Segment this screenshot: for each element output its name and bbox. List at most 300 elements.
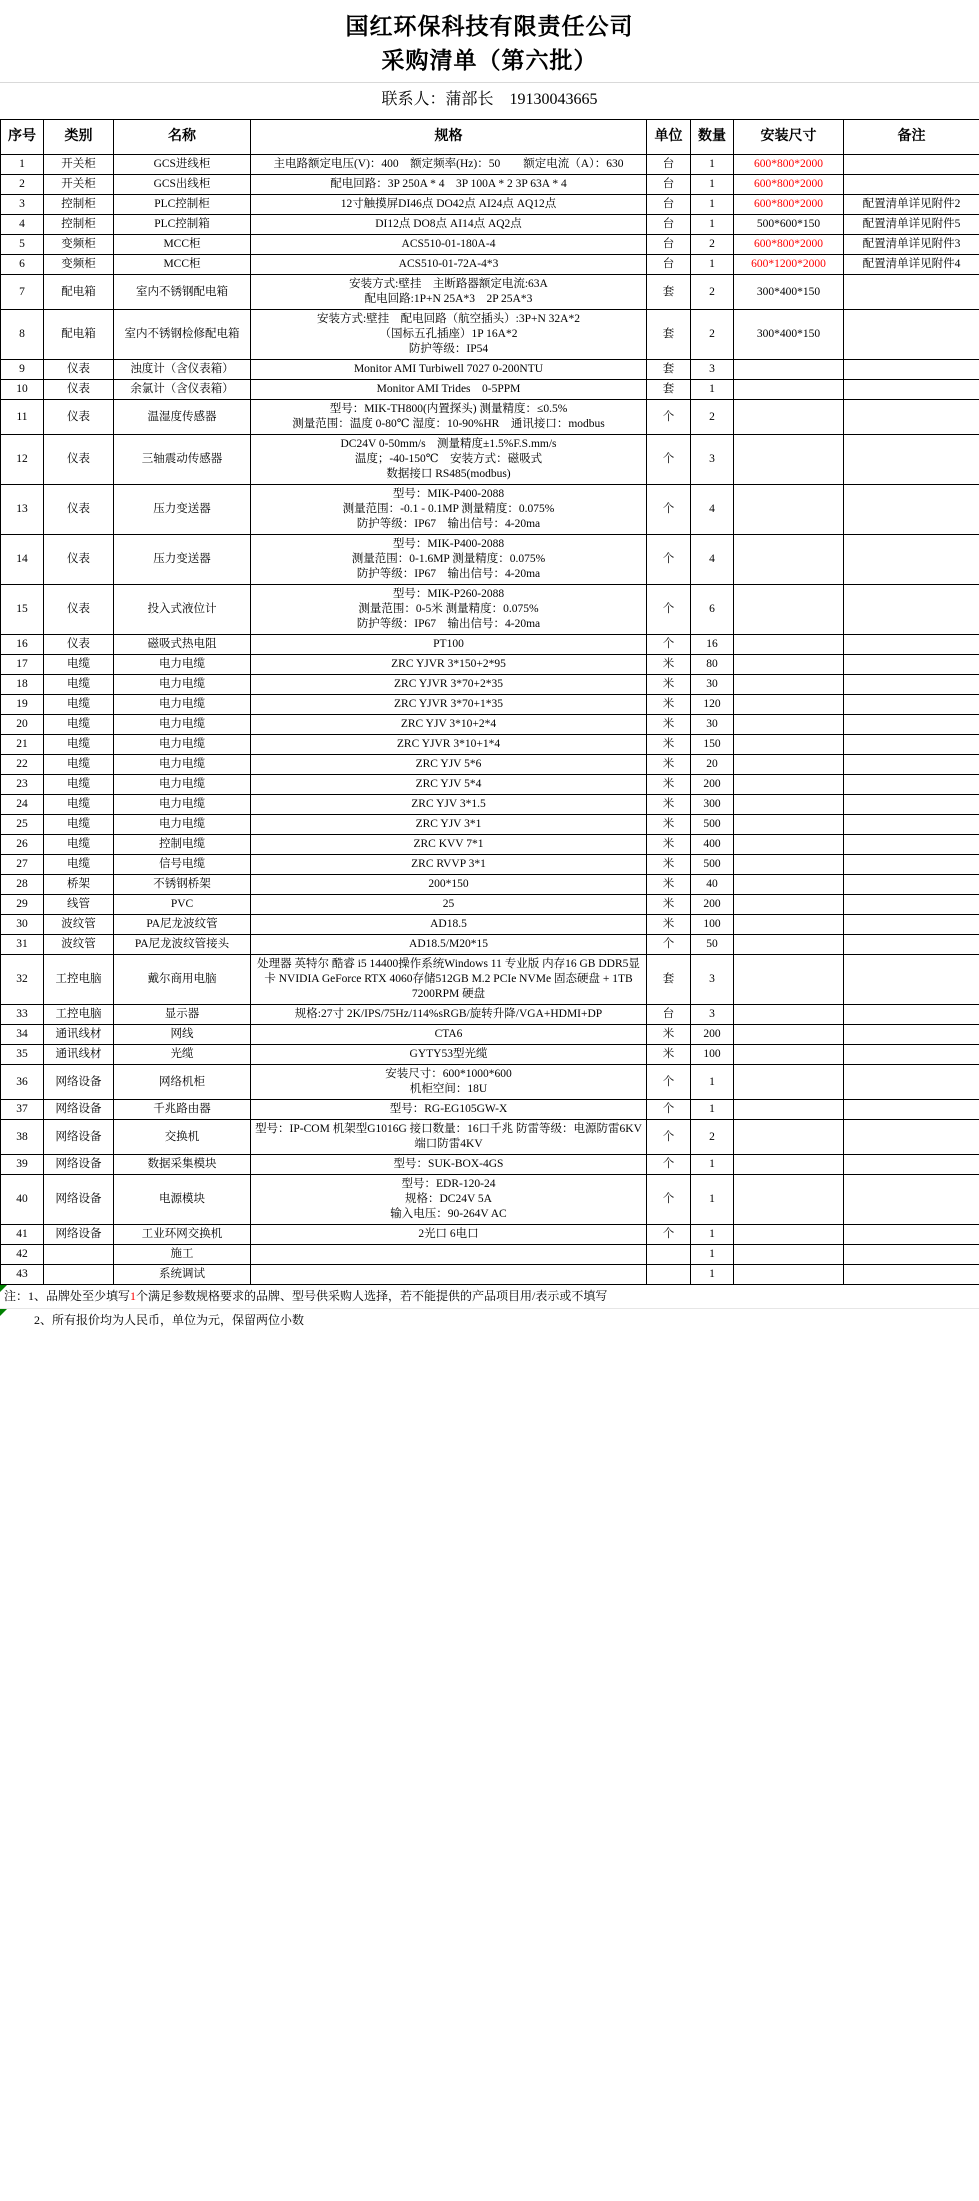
cell-qty: 1 [691, 1245, 734, 1265]
cell-cat: 电缆 [44, 855, 114, 875]
cell-name: PA尼龙波纹管 [114, 915, 251, 935]
cell-idx: 41 [1, 1225, 44, 1245]
cell-size: 600*800*2000 [734, 235, 844, 255]
table-row [1, 155, 979, 175]
cell-cat: 波纹管 [44, 915, 114, 935]
table-row [1, 535, 979, 585]
cell-unit: 套 [647, 360, 691, 380]
cell-size [734, 935, 844, 955]
cell-spec: ZRC YJV 3*1.5 [251, 795, 647, 815]
cell-spec: ZRC YJV 3*10+2*4 [251, 715, 647, 735]
cell-spec: ZRC YJVR 3*10+1*4 [251, 735, 647, 755]
cell-note [844, 815, 979, 835]
cell-note [844, 400, 979, 435]
column-header-spec: 规格 [251, 120, 647, 155]
cell-note [844, 695, 979, 715]
cell-note [844, 755, 979, 775]
cell-idx: 8 [1, 310, 44, 360]
cell-spec: ZRC RVVP 3*1 [251, 855, 647, 875]
column-header-unit: 单位 [647, 120, 691, 155]
cell-cat: 电缆 [44, 815, 114, 835]
cell-cat: 线管 [44, 895, 114, 915]
cell-cat: 电缆 [44, 695, 114, 715]
cell-size [734, 875, 844, 895]
cell-size: 500*600*150 [734, 215, 844, 235]
note-line-2 [0, 1309, 979, 1332]
cell-unit: 套 [647, 310, 691, 360]
table-row [1, 310, 979, 360]
cell-qty: 100 [691, 1045, 734, 1065]
cell-spec: 处理器 英特尔 酷睿 i5 14400操作系统Windows 11 专业版 内存16 GB DDR5显卡 NVIDIA GeForce RTX 4060存储512GB M.2 PCIe NVMe 固态硬盘 + 1TB 7200RPM 硬盘 [251, 955, 647, 1005]
cell-qty: 1 [691, 155, 734, 175]
cell-size [734, 400, 844, 435]
cell-note [844, 360, 979, 380]
cell-name: 室内不锈钢检修配电箱 [114, 310, 251, 360]
column-header-qty: 数量 [691, 120, 734, 155]
cell-spec: 25 [251, 895, 647, 915]
cell-idx: 33 [1, 1005, 44, 1025]
cell-name: 不锈钢桥架 [114, 875, 251, 895]
cell-spec: Monitor AMI Trides 0-5PPM [251, 380, 647, 400]
cell-idx: 23 [1, 775, 44, 795]
cell-name: MCC柜 [114, 255, 251, 275]
cell-cat: 电缆 [44, 735, 114, 755]
cell-unit: 米 [647, 715, 691, 735]
cell-qty: 3 [691, 955, 734, 1005]
table-row [1, 695, 979, 715]
cell-cat: 通讯线材 [44, 1045, 114, 1065]
cell-unit: 米 [647, 1045, 691, 1065]
cell-size [734, 915, 844, 935]
cell-cat: 变频柜 [44, 235, 114, 255]
cell-size [734, 360, 844, 380]
cell-idx: 26 [1, 835, 44, 855]
cell-name: GCS进线柜 [114, 155, 251, 175]
cell-note [844, 310, 979, 360]
cell-cat: 开关柜 [44, 155, 114, 175]
cell-cat: 网络设备 [44, 1175, 114, 1225]
cell-note [844, 655, 979, 675]
cell-unit: 台 [647, 255, 691, 275]
cell-note [844, 1225, 979, 1245]
table-row [1, 215, 979, 235]
cell-note: 配置清单详见附件3 [844, 235, 979, 255]
cell-size: 600*800*2000 [734, 155, 844, 175]
cell-cat: 仪表 [44, 535, 114, 585]
purchase-list-table [0, 119, 979, 1285]
cell-cat: 开关柜 [44, 175, 114, 195]
cell-unit [647, 1265, 691, 1285]
cell-idx: 14 [1, 535, 44, 585]
cell-unit: 米 [647, 915, 691, 935]
table-row [1, 655, 979, 675]
cell-cat: 仪表 [44, 400, 114, 435]
cell-name: 信号电缆 [114, 855, 251, 875]
cell-note [844, 775, 979, 795]
cell-cat: 网络设备 [44, 1065, 114, 1100]
cell-size [734, 1100, 844, 1120]
cell-unit: 个 [647, 1100, 691, 1120]
cell-name: 压力变送器 [114, 485, 251, 535]
cell-cat [44, 1265, 114, 1285]
cell-cat: 通讯线材 [44, 1025, 114, 1045]
table-row [1, 360, 979, 380]
cell-spec: 安装方式:壁挂 配电回路（航空插头）:3P+N 32A*2 （国标五孔插座）1P 16A*2 防护等级：IP54 [251, 310, 647, 360]
table-row [1, 175, 979, 195]
cell-spec: ACS510-01-180A-4 [251, 235, 647, 255]
table-row [1, 895, 979, 915]
cell-size [734, 380, 844, 400]
cell-idx: 29 [1, 895, 44, 915]
cell-qty: 50 [691, 935, 734, 955]
cell-cat: 仪表 [44, 380, 114, 400]
cell-note [844, 835, 979, 855]
cell-idx: 4 [1, 215, 44, 235]
cell-note [844, 875, 979, 895]
cell-size [734, 835, 844, 855]
cell-qty: 30 [691, 675, 734, 695]
cell-name: 电力电缆 [114, 695, 251, 715]
cell-cat: 电缆 [44, 795, 114, 815]
cell-idx: 43 [1, 1265, 44, 1285]
cell-size [734, 1265, 844, 1285]
cell-name: PVC [114, 895, 251, 915]
cell-cat [44, 1245, 114, 1265]
table-row [1, 1120, 979, 1155]
cell-spec: 型号：MIK-P400-2088 测量范围：-0.1 - 0.1MP 测量精度：0.075% 防护等级：IP67 输出信号：4-20ma [251, 485, 647, 535]
table-row [1, 955, 979, 1005]
cell-unit: 台 [647, 175, 691, 195]
cell-cat: 控制柜 [44, 215, 114, 235]
cell-unit: 米 [647, 815, 691, 835]
cell-name: 三轴震动传感器 [114, 435, 251, 485]
cell-idx: 11 [1, 400, 44, 435]
cell-cat: 电缆 [44, 655, 114, 675]
cell-spec: CTA6 [251, 1025, 647, 1045]
cell-note [844, 1100, 979, 1120]
cell-note [844, 795, 979, 815]
cell-cat: 波纹管 [44, 935, 114, 955]
cell-size [734, 585, 844, 635]
note-1-prefix: 注：1、品牌处至少填写 [4, 1289, 131, 1303]
cell-size [734, 855, 844, 875]
table-row [1, 235, 979, 255]
cell-cat: 工控电脑 [44, 955, 114, 1005]
cell-unit: 个 [647, 400, 691, 435]
cell-unit: 个 [647, 485, 691, 535]
cell-name: 电力电缆 [114, 655, 251, 675]
cell-size: 300*400*150 [734, 310, 844, 360]
cell-name: 电力电缆 [114, 815, 251, 835]
cell-unit: 个 [647, 1120, 691, 1155]
cell-cat: 配电箱 [44, 275, 114, 310]
cell-name: 压力变送器 [114, 535, 251, 585]
table-row [1, 755, 979, 775]
cell-qty: 1 [691, 1225, 734, 1245]
cell-unit: 个 [647, 535, 691, 585]
cell-qty: 1 [691, 175, 734, 195]
cell-qty: 400 [691, 835, 734, 855]
cell-idx: 30 [1, 915, 44, 935]
column-header-size: 安装尺寸 [734, 120, 844, 155]
cell-spec: 安装尺寸：600*1000*600 机柜空间：18U [251, 1065, 647, 1100]
cell-name: PLC控制箱 [114, 215, 251, 235]
cell-size [734, 535, 844, 585]
cell-name: 千兆路由器 [114, 1100, 251, 1120]
cell-name: GCS出线柜 [114, 175, 251, 195]
table-row [1, 255, 979, 275]
table-row [1, 1045, 979, 1065]
table-row [1, 835, 979, 855]
cell-note [844, 1245, 979, 1265]
cell-idx: 25 [1, 815, 44, 835]
cell-unit: 台 [647, 155, 691, 175]
cell-idx: 3 [1, 195, 44, 215]
table-row [1, 1225, 979, 1245]
cell-idx: 5 [1, 235, 44, 255]
cell-spec: 型号：RG-EG105GW-X [251, 1100, 647, 1120]
cell-name: PA尼龙波纹管接头 [114, 935, 251, 955]
cell-cat: 电缆 [44, 835, 114, 855]
table-header-row [1, 120, 979, 155]
cell-spec: ACS510-01-72A-4*3 [251, 255, 647, 275]
cell-cat: 网络设备 [44, 1100, 114, 1120]
cell-qty: 2 [691, 400, 734, 435]
cell-idx: 15 [1, 585, 44, 635]
cell-size [734, 1175, 844, 1225]
cell-spec: AD18.5 [251, 915, 647, 935]
cell-size [734, 655, 844, 675]
cell-idx: 9 [1, 360, 44, 380]
table-row [1, 585, 979, 635]
cell-cat: 仪表 [44, 635, 114, 655]
cell-size [734, 1245, 844, 1265]
cell-unit: 个 [647, 935, 691, 955]
cell-comment-marker-icon [0, 1285, 7, 1292]
cell-name: 控制电缆 [114, 835, 251, 855]
table-row [1, 675, 979, 695]
cell-cat: 网络设备 [44, 1225, 114, 1245]
cell-cat: 配电箱 [44, 310, 114, 360]
cell-name: 网线 [114, 1025, 251, 1045]
cell-unit: 米 [647, 855, 691, 875]
table-row [1, 935, 979, 955]
cell-note [844, 1025, 979, 1045]
table-row [1, 775, 979, 795]
cell-idx: 20 [1, 715, 44, 735]
cell-note [844, 1265, 979, 1285]
cell-size [734, 485, 844, 535]
cell-idx: 36 [1, 1065, 44, 1100]
cell-name: 电力电缆 [114, 755, 251, 775]
cell-note [844, 1120, 979, 1155]
cell-unit: 台 [647, 1005, 691, 1025]
cell-qty: 500 [691, 855, 734, 875]
table-row [1, 855, 979, 875]
table-row [1, 1065, 979, 1100]
note-line-1 [0, 1285, 979, 1309]
cell-qty: 20 [691, 755, 734, 775]
cell-size [734, 895, 844, 915]
cell-name: 投入式液位计 [114, 585, 251, 635]
cell-size: 600*800*2000 [734, 195, 844, 215]
cell-qty: 16 [691, 635, 734, 655]
cell-note [844, 535, 979, 585]
cell-unit: 米 [647, 775, 691, 795]
cell-cat: 桥架 [44, 875, 114, 895]
cell-size [734, 1120, 844, 1155]
cell-spec: 12寸触摸屏DI46点 DO42点 AI24点 AQ12点 [251, 195, 647, 215]
cell-idx: 32 [1, 955, 44, 1005]
note-2-text: 2、所有报价均为人民币，单位为元，保留两位小数 [34, 1313, 305, 1327]
cell-idx: 7 [1, 275, 44, 310]
cell-name: 电力电缆 [114, 775, 251, 795]
cell-note [844, 855, 979, 875]
cell-idx: 13 [1, 485, 44, 535]
table-row [1, 875, 979, 895]
cell-unit: 套 [647, 380, 691, 400]
cell-cat: 网络设备 [44, 1155, 114, 1175]
cell-spec: 型号：MIK-P400-2088 测量范围：0-1.6MP 测量精度：0.075% 防护等级：IP67 输出信号：4-20ma [251, 535, 647, 585]
cell-qty: 300 [691, 795, 734, 815]
cell-name: 电源模块 [114, 1175, 251, 1225]
cell-size [734, 1065, 844, 1100]
table-row [1, 380, 979, 400]
cell-cat: 变频柜 [44, 255, 114, 275]
cell-unit: 个 [647, 435, 691, 485]
cell-size [734, 1045, 844, 1065]
cell-idx: 35 [1, 1045, 44, 1065]
cell-idx: 27 [1, 855, 44, 875]
table-row [1, 275, 979, 310]
cell-qty: 150 [691, 735, 734, 755]
cell-size: 600*800*2000 [734, 175, 844, 195]
company-title: 国红环保科技有限责任公司 [345, 14, 634, 39]
cell-note [844, 380, 979, 400]
cell-unit: 套 [647, 955, 691, 1005]
cell-qty: 30 [691, 715, 734, 735]
cell-size [734, 755, 844, 775]
cell-spec: 主电路额定电压(V)：400 额定频率(Hz)：50 额定电流（A）：630 [251, 155, 647, 175]
cell-note [844, 1155, 979, 1175]
cell-note [844, 1045, 979, 1065]
cell-qty: 3 [691, 360, 734, 380]
cell-idx: 12 [1, 435, 44, 485]
cell-cat: 电缆 [44, 755, 114, 775]
cell-spec: ZRC YJV 5*6 [251, 755, 647, 775]
cell-note [844, 1065, 979, 1100]
cell-size [734, 695, 844, 715]
table-row [1, 485, 979, 535]
cell-unit: 个 [647, 1155, 691, 1175]
cell-spec: ZRC YJV 5*4 [251, 775, 647, 795]
cell-size [734, 1025, 844, 1045]
table-row [1, 1245, 979, 1265]
cell-spec: 型号：MIK-P260-2088 测量范围：0-5米 测量精度：0.075% 防护等级：IP67 输出信号：4-20ma [251, 585, 647, 635]
cell-note [844, 155, 979, 175]
cell-comment-marker-icon-2 [0, 1309, 7, 1316]
cell-spec: 型号：SUK-BOX-4GS [251, 1155, 647, 1175]
cell-qty: 4 [691, 485, 734, 535]
table-row [1, 1175, 979, 1225]
cell-spec [251, 1265, 647, 1285]
cell-note [844, 895, 979, 915]
cell-spec: 200*150 [251, 875, 647, 895]
table-row [1, 1155, 979, 1175]
cell-note: 配置清单详见附件4 [844, 255, 979, 275]
cell-unit: 米 [647, 895, 691, 915]
cell-size [734, 775, 844, 795]
cell-name: 温湿度传感器 [114, 400, 251, 435]
cell-size [734, 795, 844, 815]
cell-cat: 电缆 [44, 775, 114, 795]
cell-name: MCC柜 [114, 235, 251, 255]
cell-qty: 1 [691, 1175, 734, 1225]
cell-qty: 2 [691, 1120, 734, 1155]
cell-qty: 2 [691, 275, 734, 310]
cell-name: 施工 [114, 1245, 251, 1265]
cell-name: 数据采集模块 [114, 1155, 251, 1175]
cell-qty: 1 [691, 1065, 734, 1100]
cell-qty: 1 [691, 1100, 734, 1120]
cell-note [844, 675, 979, 695]
cell-spec: DC24V 0-50mm/s 测量精度±1.5%F.S.mm/s 温度；-40-150℃ 安装方式：磁吸式 数据接口 RS485(modbus) [251, 435, 647, 485]
cell-name: 磁吸式热电阻 [114, 635, 251, 655]
cell-unit: 个 [647, 1065, 691, 1100]
cell-size [734, 955, 844, 1005]
cell-cat: 仪表 [44, 360, 114, 380]
cell-spec: ZRC YJV 3*1 [251, 815, 647, 835]
cell-note [844, 585, 979, 635]
cell-size [734, 635, 844, 655]
cell-spec: DI12点 DO8点 AI14点 AQ2点 [251, 215, 647, 235]
cell-qty: 1 [691, 1265, 734, 1285]
note-1-suffix: 个满足参数规格要求的品牌、型号供采购人选择，若不能提供的产品项目用/表示或不填写 [136, 1289, 608, 1303]
cell-unit [647, 1245, 691, 1265]
table-row [1, 915, 979, 935]
column-header-name: 名称 [114, 120, 251, 155]
cell-size [734, 1005, 844, 1025]
cell-spec: 安装方式:壁挂 主断路器额定电流:63A 配电回路:1P+N 25A*3 2P 25A*3 [251, 275, 647, 310]
cell-unit: 套 [647, 275, 691, 310]
table-row [1, 1265, 979, 1285]
cell-unit: 个 [647, 585, 691, 635]
cell-unit: 个 [647, 1175, 691, 1225]
cell-qty: 500 [691, 815, 734, 835]
cell-qty: 200 [691, 895, 734, 915]
cell-qty: 3 [691, 435, 734, 485]
cell-unit: 米 [647, 675, 691, 695]
cell-idx: 28 [1, 875, 44, 895]
cell-idx: 34 [1, 1025, 44, 1045]
cell-spec: ZRC KVV 7*1 [251, 835, 647, 855]
cell-note [844, 435, 979, 485]
cell-qty: 200 [691, 775, 734, 795]
cell-name: 系统调试 [114, 1265, 251, 1285]
cell-qty: 120 [691, 695, 734, 715]
cell-name: 工业环网交换机 [114, 1225, 251, 1245]
cell-spec: 型号：EDR-120-24 规格：DC24V 5A 输入电压：90-264V AC [251, 1175, 647, 1225]
cell-name: 浊度计（含仪表箱） [114, 360, 251, 380]
cell-idx: 24 [1, 795, 44, 815]
cell-note [844, 715, 979, 735]
cell-spec: 配电回路：3P 250A * 4 3P 100A * 2 3P 63A * 4 [251, 175, 647, 195]
table-body [1, 155, 979, 1285]
table-row [1, 795, 979, 815]
cell-unit: 台 [647, 195, 691, 215]
cell-unit: 米 [647, 795, 691, 815]
cell-note [844, 175, 979, 195]
